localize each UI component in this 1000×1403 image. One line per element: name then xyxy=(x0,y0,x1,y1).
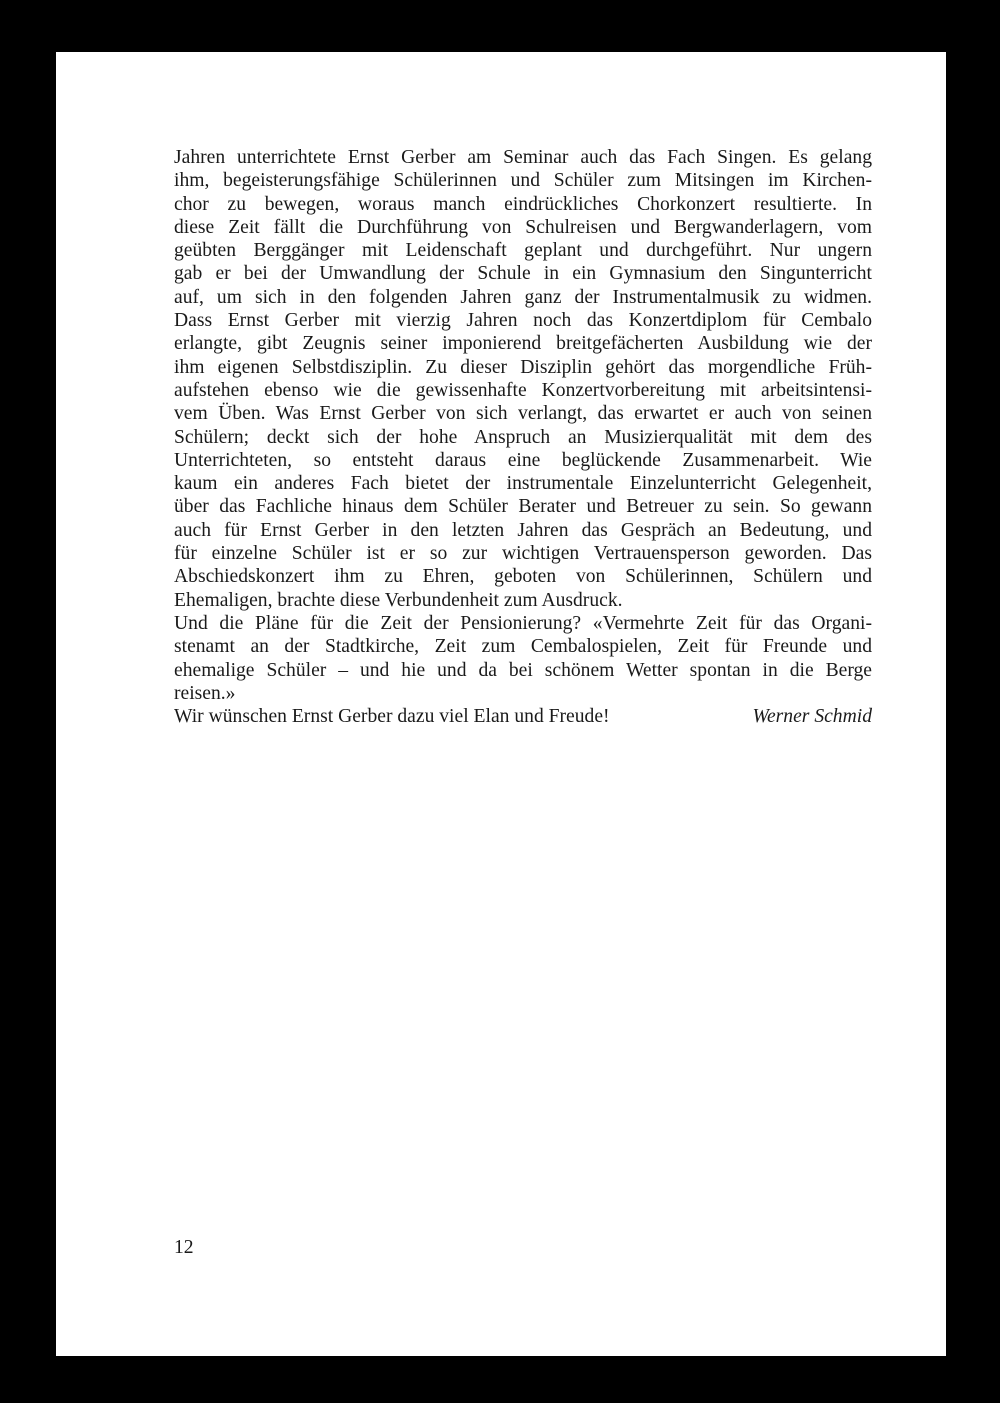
article-body xyxy=(174,146,872,728)
closing-line xyxy=(174,705,872,728)
text-line: für einzelne Schüler ist er so zur wichtigen Vertrauensperson geworden. Das xyxy=(174,543,872,565)
text-line: ihm eigenen Selbstdisziplin. Zu dieser Disziplin gehört das morgendliche Früh- xyxy=(174,356,872,378)
text-line: reisen.» xyxy=(174,682,236,704)
text-line: auch für Ernst Gerber in den letzten Jahren das Gespräch an Bedeutung, und xyxy=(174,519,872,541)
author-signature: Werner Schmid xyxy=(752,706,872,728)
text-line: ihm, begeisterungsfähige Schülerinnen und Schüler zum Mitsingen im Kirchen- xyxy=(174,170,872,192)
text-line: Jahren unterrichtete Ernst Gerber am Seminar auch das Fach Singen. Es gelang xyxy=(174,147,872,168)
text-line: erlangte, gibt Zeugnis seiner imponierend breitgefächerten Ausbildung wie der xyxy=(174,333,872,355)
text-line: Schülern; deckt sich der hohe Anspruch an Musizierqualität mit dem des xyxy=(174,426,872,448)
text-line: diese Zeit fällt die Durchführung von Schulreisen und Bergwanderlagern, vom xyxy=(174,216,872,238)
text-line: Dass Ernst Gerber mit vierzig Jahren noch das Konzertdiplom für Cembalo xyxy=(174,310,872,332)
document-page xyxy=(56,52,946,1356)
text-line: chor zu bewegen, woraus manch eindrückliches Chorkonzert resultierte. In xyxy=(174,193,872,215)
text-line: stenamt an der Stadtkirche, Zeit zum Cembalospielen, Zeit für Freunde und xyxy=(174,636,872,658)
text-line: ehemalige Schüler – und hie und da bei schönem Wetter spontan in die Berge xyxy=(174,659,872,681)
text-line: Ehemaligen, brachte diese Verbundenheit zum Ausdruck. xyxy=(174,589,623,611)
text-line: auf, um sich in den folgenden Jahren ganz der Instrumentalmusik zu widmen. xyxy=(174,286,872,308)
text-line: Abschiedskonzert ihm zu Ehren, geboten von Schülerinnen, Schülern und xyxy=(174,566,872,588)
text-line: vem Üben. Was Ernst Gerber von sich verlangt, das erwartet er auch von seinen xyxy=(174,403,872,425)
text-line: gab er bei der Umwandlung der Schule in ein Gymnasium den Singunterricht xyxy=(174,263,872,285)
text-line: aufstehen ebenso wie die gewissenhafte Konzertvorbereitung mit arbeitsintensi- xyxy=(174,379,872,401)
text-line: geübten Berggänger mit Leidenschaft geplant und durchgeführt. Nur ungern xyxy=(174,240,872,262)
text-line: Unterrichteten, so entsteht daraus eine beglückende Zusammenarbeit. Wie xyxy=(174,449,872,471)
closing-text: Wir wünschen Ernst Gerber dazu viel Elan und Freude! xyxy=(174,706,610,728)
page-number: 12 xyxy=(174,1237,194,1258)
text-line: kaum ein anderes Fach bietet der instrumentale Einzelunterricht Gelegenheit, xyxy=(174,473,872,495)
text-line: über das Fachliche hinaus dem Schüler Berater und Betreuer zu sein. So gewann xyxy=(174,496,872,518)
text-line: Und die Pläne für die Zeit der Pensionierung? «Vermehrte Zeit für das Organi- xyxy=(174,612,872,634)
